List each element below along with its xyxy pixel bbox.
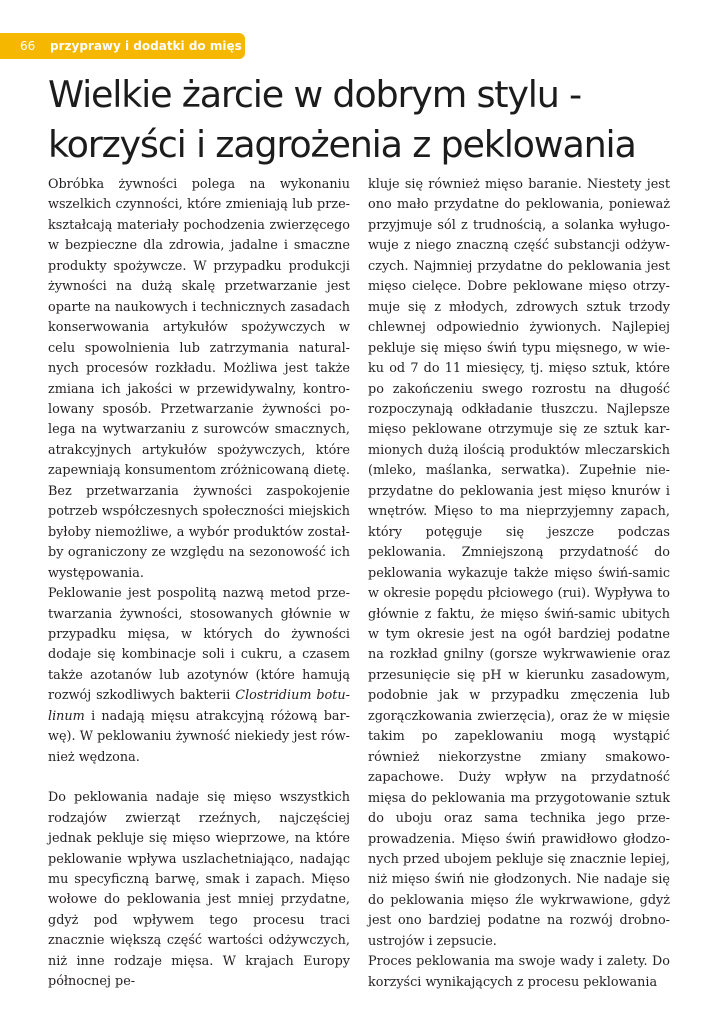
section-header-tab (0, 33, 245, 59)
paragraph: Obróbka żywności polega na wykonaniu wszelkich czynności, które zmieniają lub przekształcają materiały pochodzenia zwierzęcego w bezpieczne dla zdrowia, jadalne i smaczne produkty spożywcze. W przypadku produkcji żywności na dużą skalę przetwarzanie jest oparte na naukowych i technicznych zasadach konserwowania artykułów spożywczych w celu spowolnienia lub zatrzymania naturalnych procesów rozkładu. Możliwa jest także zmiana ich jakości w przewidywalny, kontrolowany sposób. Przetwarzanie żywności polega na wytwarzaniu z surowców smacznych, atrakcyjnych artykułów spożywczych, które zapewniają konsumentom zróżnicowaną dietę. Bez przetwarzania żywności zaspokojenie potrzeb współczesnych społeczności miejskich byłoby niemożliwe, a wybór produktów zostałby ograniczony ze względu na sezonowość ich występowania. (48, 177, 350, 581)
paragraph: kluje się również mięso baranie. Niestety jest ono mało przydatne do peklowania, ponieważ przyjmuje sól z trudnością, a solanka wyługowuje z niego znaczną część substancji odżywczych. Najmniej przydatne do peklowania jest mięso cielęce. Dobre peklowane mięso otrzymuje się z młodych, zdrowych sztuk trzody chlewnej odpowiednio żywionych. Najlepiej pekluje się mięso świń typu mięsnego, w wieku od 7 do 11 miesięcy, tj. mięso sztuk, które po zakończeniu swego rozrostu na długość rozpoczynają odkładanie tłuszczu. Najlepsze mięso peklowane otrzymuje się ze sztuk karmionych dużą ilością produktów mleczarskich (mleko, maślanka, serwatka). Zupełnie nieprzydatne do peklowania jest mięso knurów i wnętrów. Mięso to ma nieprzyjemny zapach, który potęguje się jeszcze podczas peklowania. Zmniejszoną przydatność do peklowania wykazuje także mięso świń-samic w okresie popędu płciowego (rui). Wypływa to głównie z faktu, że mięso świń-samic ubitych w tym okresie jest na ogół bardziej podatne na rozkład gnilny (gorsze wykrwawienie oraz przesunięcie się pH w kierunku zasadowym, podobnie jak w przypadku zmęczenia lub zgorączkowania zwierzęcia), oraz że w mięsie takim po zapeklowaniu mogą wystąpić również niekorzystne zmiany smakowo-zapachowe. Duży wpływ na przydatność mięsa do peklowania ma przygotowanie sztuk do uboju oraz sama technika jego przeprowadzenia. Mięso świń prawidłowo głodzonych przed ubojem pekluje się znacznie lepiej, niż mięso świń nie głodzonych. Nie nadaje się do peklowania mięso źle wykrwawione, gdyż jest ono bardziej podatne na rozwój drobnoustrojów i zepsucie. (368, 177, 670, 949)
paragraph (48, 584, 350, 768)
title-line-2: korzyści i zagrożenia z peklowania (48, 123, 636, 166)
left-column (48, 175, 350, 993)
section-name: przyprawy i dodatki do mięs (50, 39, 242, 53)
species-name-italic: Clostridium botulinum (48, 688, 350, 724)
paragraph-text: i nadają mięsu atrakcyjną różową barwę). W peklowaniu żywność niekiedy jest również wędzona. (48, 708, 350, 765)
paragraph-text: Peklowanie jest pospolitą nazwą metod przetwarzania żywności, stosowanych głównie w przypadku mięsa, w których do żywności dodaje się kombinacje soli i cukru, a czasem także azotanów lub azotynów (które hamują rozwój szkodliwych bakterii (48, 586, 350, 704)
right-column (368, 175, 670, 993)
article-title (48, 70, 718, 170)
page-number: 66 (20, 39, 36, 53)
paragraph: Proces peklowania ma swoje wady i zalety. Do korzyści wynikających z procesu peklowania (368, 954, 670, 990)
paragraph: Do peklowania nadaje się mięso wszystkich rodzajów zwierząt rzeźnych, najczęściej jednak pekluje się mięso wieprzowe, na które peklowanie wpływa uszlachetniająco, nadając mu specyficzną barwę, smak i zapach. Mięso wołowe do peklowania jest mniej przydatne, gdyż pod wpływem tego procesu traci znacznie większą część wartości odżywczych, niż inne rodzaje mięsa. W krajach Europy północnej pe- (48, 790, 350, 990)
title-line-1: Wielkie żarcie w dobrym stylu - (48, 73, 582, 116)
